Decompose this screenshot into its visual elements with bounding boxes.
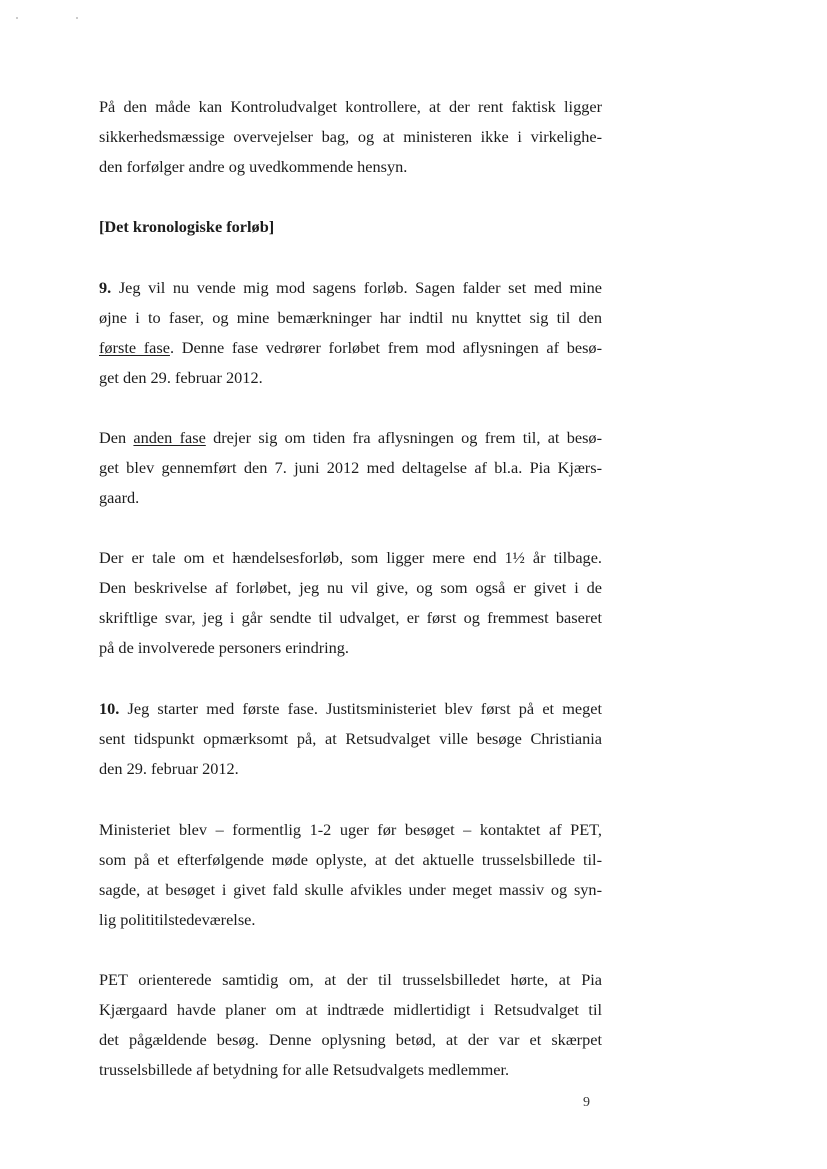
paragraph-haendelsesforloeb xyxy=(99,543,602,663)
text-line: på de involverede personers erindring. xyxy=(99,638,350,657)
section-heading: [Det kronologiske forløb] xyxy=(99,217,275,236)
text-line: På den måde kan Kontroludvalget kontrollere, at der rent faktisk ligger xyxy=(99,97,602,116)
text-span: Jeg starter med første fase. Justitsministeriet blev først på et meget xyxy=(127,699,603,718)
text-line xyxy=(99,333,602,363)
text-line xyxy=(99,694,602,724)
text-line: PET orienterede samtidig om, at der til trusselsbilledet hørte, at Pia xyxy=(99,970,602,989)
text-line xyxy=(99,273,602,303)
paragraph-9 xyxy=(99,273,602,393)
text-line: Der er tale om et hændelsesforløb, som ligger mere end 1½ år tilbage. xyxy=(99,548,602,567)
text-line: som på et efterfølgende møde oplyste, at det aktuelle trusselsbillede til- xyxy=(99,850,602,869)
paragraph-number: 9. xyxy=(99,278,112,297)
text-span: Den xyxy=(99,428,134,447)
text-line: øjne i to faser, og mine bemærkninger har indtil nu knyttet sig til den xyxy=(99,308,602,327)
text-line: Den beskrivelse af forløbet, jeg nu vil give, og som også er givet i de xyxy=(99,578,602,597)
page-number: 9 xyxy=(583,1095,590,1110)
text-span: drejer sig om tiden fra aflysningen og frem til, at besø- xyxy=(205,428,602,447)
paragraph-10 xyxy=(99,694,602,784)
text-span: Jeg vil nu vende mig mod sagens forløb. Sagen falder set med mine xyxy=(118,278,602,297)
paragraph-ministeriet xyxy=(99,815,602,935)
section-heading-block xyxy=(99,212,602,242)
text-line: det pågældende besøg. Denne oplysning betød, at der var et skærpet xyxy=(99,1030,602,1049)
text-line: get blev gennemført den 7. juni 2012 med deltagelse af bl.a. Pia Kjærs- xyxy=(99,458,602,477)
paragraph-pet xyxy=(99,965,602,1085)
paragraph-number: 10. xyxy=(99,699,120,718)
intro-paragraph xyxy=(99,92,602,182)
text-line: Kjærgaard havde planer om at indtræde midlertidigt i Retsudvalget til xyxy=(99,1000,602,1019)
text-line: skriftlige svar, jeg i går sendte til udvalget, er først og fremmest baseret xyxy=(99,608,602,627)
text-line: trusselsbillede af betydning for alle Retsudvalgets medlemmer. xyxy=(99,1060,510,1079)
text-span: . Denne fase vedrører forløbet frem mod aflysningen af besø- xyxy=(169,338,602,357)
text-line: get den 29. februar 2012. xyxy=(99,368,263,387)
paragraph-anden-fase xyxy=(99,423,602,513)
text-line: lig polititilstedeværelse. xyxy=(99,910,256,929)
text-line: Ministeriet blev – formentlig 1-2 uger før besøget – kontaktet af PET, xyxy=(99,820,602,839)
underlined-term: anden fase xyxy=(133,428,206,447)
text-line: sikkerhedsmæssige overvejelser bag, og at ministeren ikke i virkelighe- xyxy=(99,127,602,146)
scan-speck xyxy=(76,17,78,19)
scan-speck xyxy=(16,17,18,19)
text-line: sagde, at besøget i givet fald skulle afvikles under meget massiv og syn- xyxy=(99,880,602,899)
text-line: gaard. xyxy=(99,488,140,507)
underlined-term: første fase xyxy=(99,338,170,357)
text-line xyxy=(99,423,602,453)
text-line: den 29. februar 2012. xyxy=(99,759,239,778)
text-line: den forfølger andre og uvedkommende hensyn. xyxy=(99,157,408,176)
text-line: sent tidspunkt opmærksomt på, at Retsudvalget ville besøge Christiania xyxy=(99,729,602,748)
